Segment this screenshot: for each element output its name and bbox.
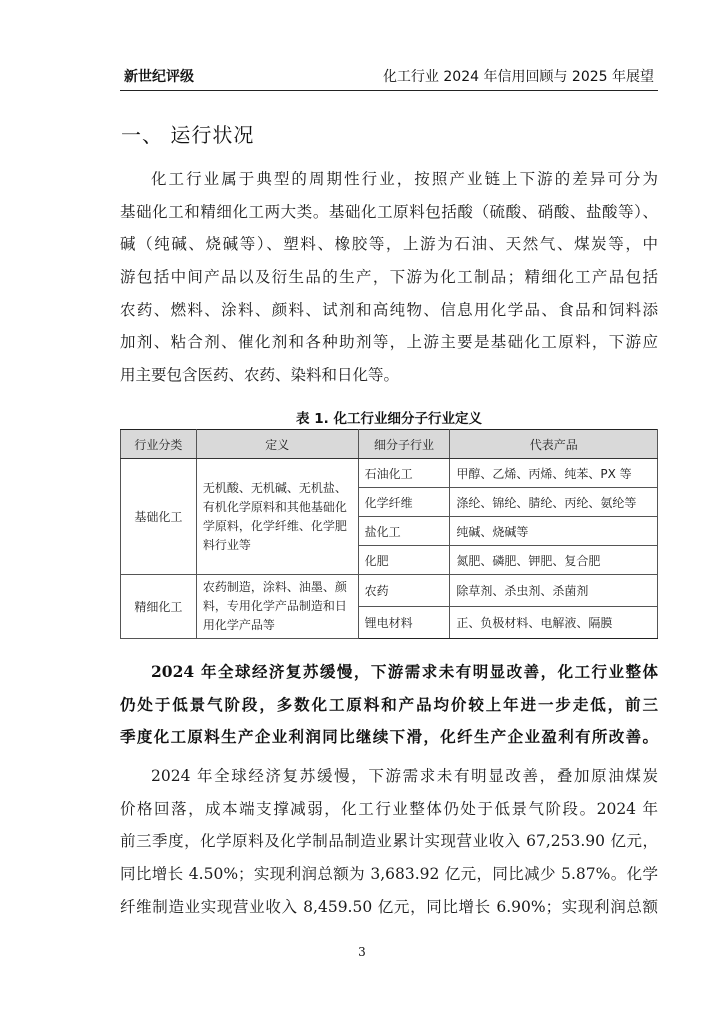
paragraph-line: 价格回落，成本端支撑减弱，化工行业整体仍处于低景气阶段。2024 年 [120, 799, 658, 818]
paragraph-line: 游包括中间产品以及衍生品的生产，下游为化工制品；精细化工产品包括 [120, 268, 658, 287]
header-org-name: 新世纪评级 [124, 69, 194, 85]
products-cell: 纯碱、烧碱等 [450, 517, 658, 546]
table-header-cell: 代表产品 [450, 430, 658, 459]
table-caption: 表 1. 化工行业细分子行业定义 [296, 411, 482, 427]
intro-paragraph [120, 163, 658, 392]
body-paragraph [120, 760, 658, 923]
table-header-cell: 细分子行业 [358, 430, 450, 459]
page-header [120, 60, 658, 91]
sub-industry-cell: 盐化工 [358, 517, 450, 546]
paragraph-line: 纤维制造业实现营业收入 8,459.50 亿元，同比增长 6.90%；实现利润总额 [120, 897, 658, 916]
category-cell: 基础化工 [121, 459, 197, 575]
paragraph-line: 用主要包含医药、农药、染料和日化等。 [120, 366, 400, 385]
paragraph-line: 基础化工和精细化工两大类。基础化工原料包括酸（硫酸、硝酸、盐酸等）、 [120, 202, 658, 221]
paragraph-line: 2024 年全球经济复苏缓慢，下游需求未有明显改善，叠加原油煤炭 [151, 767, 658, 785]
sub-industry-cell: 锂电材料 [358, 607, 450, 639]
definition-cell: 无机酸、无机碱、无机盐、有机化学原料和其他基础化学原料，化学纤维、化学肥料行业等 [196, 459, 358, 575]
paragraph-line: 仍处于低景气阶段，多数化工原料和产品均价较上年进一步走低，前三 [120, 694, 658, 714]
paragraph-line: 2024 年全球经济复苏缓慢，下游需求未有明显改善，化工行业整体 [151, 662, 658, 681]
products-cell: 氮肥、磷肥、钾肥、复合肥 [450, 546, 658, 575]
section-heading: 一、 运行状况 [121, 123, 255, 147]
table-row [121, 575, 658, 607]
definition-cell: 农药制造，涂料、油墨、颜料，专用化学产品制造和日用化学产品等 [196, 575, 358, 639]
sub-industry-table [120, 429, 658, 639]
products-cell: 甲醇、乙烯、丙烯、纯苯、PX 等 [450, 459, 658, 488]
sub-industry-cell: 化学纤维 [358, 488, 450, 517]
table-header-row [121, 430, 658, 459]
paragraph-line: 加剂、粘合剂、催化剂和各种助剂等，上游主要是基础化工原料，下游应 [120, 333, 658, 352]
sub-industry-cell: 化肥 [358, 546, 450, 575]
table-row [121, 459, 658, 488]
summary-paragraph [120, 656, 658, 754]
paragraph-line: 化工行业属于典型的周期性行业，按照产业链上下游的差异可分为 [151, 170, 658, 188]
table-header-cell: 定义 [196, 430, 358, 459]
table-header-cell: 行业分类 [121, 430, 197, 459]
paragraph-line: 季度化工原料生产企业利润同比继续下滑，化纤生产企业盈利有所改善。 [120, 727, 658, 747]
paragraph-line: 农药、燃料、涂料、颜料、试剂和高纯物、信息用化学品、食品和饲料添 [120, 300, 658, 319]
page-number: 3 [358, 945, 366, 959]
paragraph-line: 前三季度，化学原料及化学制品制造业累计实现营业收入 67,253.90 亿元， [120, 832, 658, 851]
paragraph-line: 碱（纯碱、烧碱等）、塑料、橡胶等，上游为石油、天然气、煤炭等，中 [120, 235, 658, 254]
products-cell: 除草剂、杀虫剂、杀菌剂 [450, 575, 658, 607]
paragraph-line: 同比增长 4.50%；实现利润总额为 3,683.92 亿元，同比减少 5.87%。化学 [120, 865, 658, 884]
header-report-title: 化工行业 2024 年信用回顾与 2025 年展望 [382, 69, 654, 85]
sub-industry-cell: 石油化工 [358, 459, 450, 488]
category-cell: 精细化工 [121, 575, 197, 639]
sub-industry-cell: 农药 [358, 575, 450, 607]
products-cell: 涤纶、锦纶、腈纶、丙纶、氨纶等 [450, 488, 658, 517]
products-cell: 正、负极材料、电解液、隔膜 [450, 607, 658, 639]
